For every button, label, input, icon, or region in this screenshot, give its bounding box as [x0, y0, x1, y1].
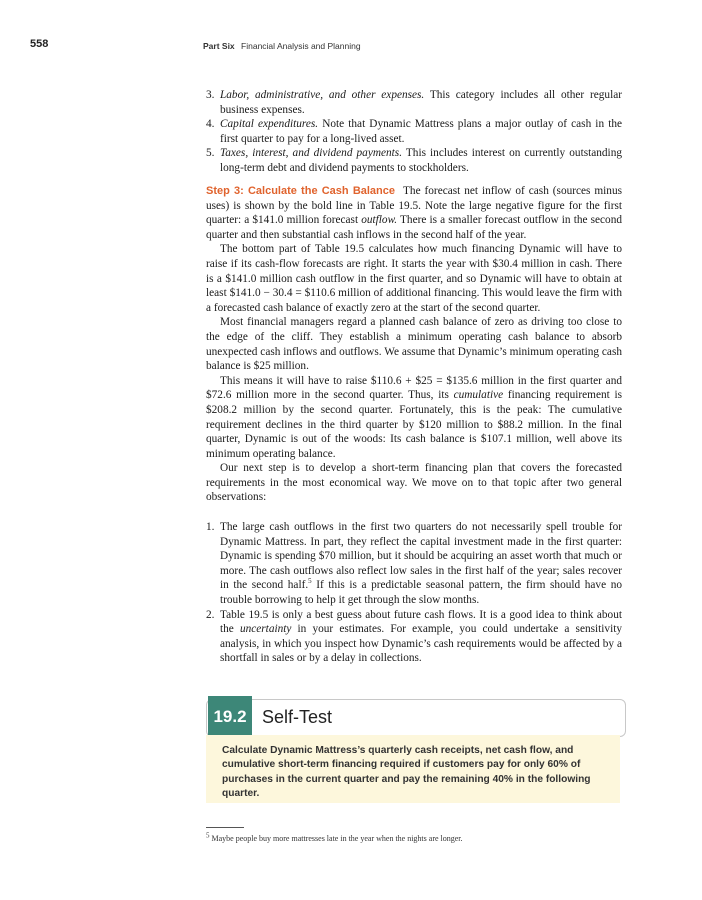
list-item-text: This category includes all other regular business expenses. [220, 89, 622, 116]
list-item [206, 520, 622, 608]
emphasis: cumulative [453, 389, 504, 402]
list-item-title: Taxes, interest, and dividend payments. [220, 147, 403, 160]
paragraph: The bottom part of Table 19.5 calculates how much financing Dynamic will have to raise if its cash-flow forecasts are right. It starts the year with $30.4 million in cash. There is a $141.0 million cash outflow in the first quarter, and so Dynamic will have to obtain at least $141.0 − 30.4 = $110.6 million of additional financing. This would leave the firm with a forecasted cash balance of exactly zero at the start of the second quarter. [206, 243, 622, 314]
list-item-number: 1. [206, 521, 215, 533]
footnote-mark: 5 [206, 831, 210, 840]
list-item [206, 608, 622, 666]
list-item-text: Note that Dynamic Mattress plans a major outlay of cash in the first quarter to pay for a long-lived asset. [220, 118, 622, 145]
list-item [206, 146, 622, 175]
list-item-number: 2. [206, 608, 215, 621]
self-test-body [206, 735, 620, 803]
list-item-text: in your estimates. For example, you could undertake a sensitivity analysis, in which you inspect how Dynamic’s cash requirements would be affected by a shortfall in sales or by a delay in collections. [220, 623, 622, 665]
running-head-section: Financial Analysis and Planning [241, 41, 361, 51]
list-item-text: The large cash outflows in the first two quarters do not necessarily spell trouble for Dynamic Mattress. In part, they reflect the capital investment made in the first quarter: Dynamic is spending $70 million, but it should be acquiring an asset worth that much or more. The cash outflows also reflect low sales in the first half of the year; sales recover in the second half. [220, 521, 622, 592]
list-item [206, 88, 622, 117]
paragraph-text: This means it will have to raise $110.6 + $25 = $135.6 million in the first quarter and $72.6 million more in the second quarter. Thus, its [206, 374, 622, 402]
list-item-title: Labor, administrative, and other expenses. [220, 89, 425, 101]
list-item-number: 5. [206, 147, 215, 160]
observations-list [206, 520, 622, 666]
paragraph-text: There is a smaller forecast outflow in the second quarter and then substantial cash inflows in the second half of the year. [206, 214, 622, 241]
paragraph: Most financial managers regard a planned cash balance of zero as driving too close to the edge of the cliff. They establish a minimum operating cash balance to absorb unexpected cash inflows and outflows. We assume that Dynamic’s minimum operating cash balance is $25 million. [206, 316, 622, 373]
list-item [206, 117, 622, 146]
emphasis: uncertainty [239, 623, 292, 636]
list-item-title: Capital expenditures. [220, 118, 319, 131]
footnote-text: Maybe people buy more mattresses late in the year when the nights are longer. [209, 834, 463, 843]
cash-uses-list [206, 88, 622, 176]
list-item-text: Table 19.5 is only a best guess about future cash flows. It is a good idea to think about the [220, 608, 622, 636]
list-item-number: 4. [206, 118, 215, 131]
footnote [206, 831, 463, 843]
list-item-text: If this is a predictable seasonal pattern, the firm should have no trouble borrowing to help it get through the slow months. [220, 579, 622, 606]
running-head-part: Part Six [203, 41, 235, 51]
self-test-question: Calculate Dynamic Mattress’s quarterly cash receipts, net cash flow, and cumulative short-term financing required if customers pay for only 60% of purchases in the current quarter and pay the remaining 40% in the following quarter. [222, 745, 591, 800]
page-number: 558 [30, 38, 49, 50]
paragraph: Our next step is to develop a short-term financing plan that covers the forecasted requirements in the most economical way. We move on to that topic after two general observations: [206, 462, 622, 504]
list-item-text: This includes interest on currently outstanding long-term debt and dividend payments to stockholders. [220, 147, 622, 174]
footnote-divider [206, 827, 244, 828]
footnote-ref: 5 [308, 577, 312, 586]
running-head [203, 41, 361, 51]
self-test-title: Self-Test [262, 707, 333, 727]
paragraph [206, 184, 622, 242]
step-heading: Step 3: Calculate the Cash Balance [206, 185, 396, 197]
paragraph [206, 374, 622, 462]
step-3-section [206, 184, 622, 505]
list-item-number: 3. [206, 89, 215, 101]
paragraph-text: The forecast net inflow of cash (sources minus uses) is shown by the bold line in Table 19.5. Note the large negative figure for the first quarter: a $141.0 million forecast [206, 185, 622, 227]
emphasis: outflow. [361, 214, 398, 227]
paragraph-text: financing requirement is $208.2 million by the second quarter. Fortunately, this is the peak: The cumulative requirement declines in the third quarter by $120 million to $88.2 million. In the final quarter, Dynamic is out of the woods: Its cash balance is $107.1 million, well above its minimum operating balance. [206, 389, 622, 460]
self-test-number-badge: 19.2 [208, 696, 252, 738]
